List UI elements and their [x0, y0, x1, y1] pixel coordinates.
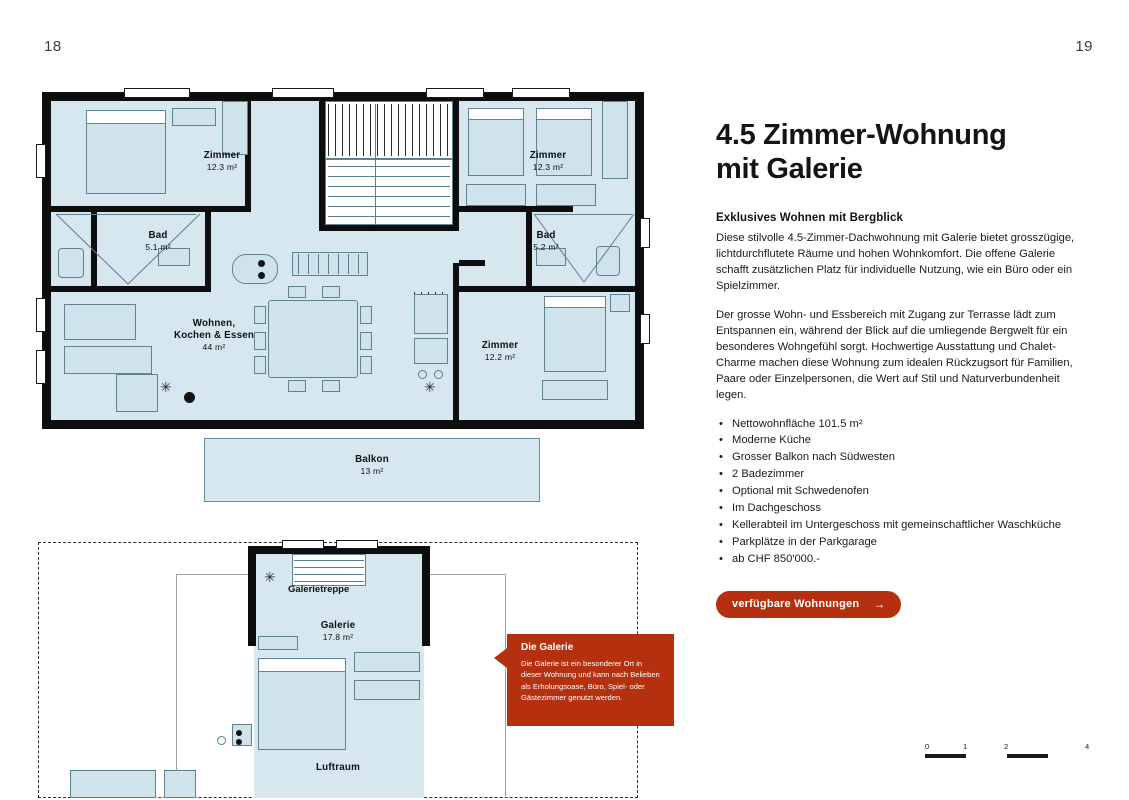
list-item: • Kellerabteil im Untergeschoss mit gemeinschaftlicher Waschküche [716, 518, 1082, 534]
scale-segment-white-2 [1048, 754, 1089, 758]
stair-step-6 [328, 216, 450, 217]
list-item: • Im Dachgeschoss [716, 501, 1082, 517]
window-top-4 [512, 88, 570, 98]
side-table [232, 724, 252, 746]
side-ring [217, 736, 226, 745]
stair-step-5 [328, 206, 450, 207]
kitchen-counter [292, 252, 368, 276]
label-luftraum: Luftraum [315, 762, 361, 773]
window-top-2 [272, 88, 334, 98]
scale-bar-line [925, 754, 1089, 758]
chair-5 [360, 332, 372, 350]
chair-7 [288, 286, 306, 298]
label-living: Wohnen, Kochen & Essen 44 m² [173, 318, 255, 353]
chair-4 [360, 306, 372, 324]
stair-rail [375, 104, 376, 225]
title-line-1: 4.5 Zimmer-Wohnung [716, 119, 1007, 151]
list-item: • Nettowohnfläche 101.5 m² [716, 417, 1082, 433]
interior-wall-13 [459, 260, 485, 266]
bed-3-pillow [536, 108, 592, 120]
list-item: • 2 Badezimmer [716, 467, 1082, 483]
arrow-right-icon: → [873, 596, 886, 611]
label-zimmer-3: Zimmer 12.2 m² [481, 340, 519, 363]
kitchen-dot-2 [258, 272, 265, 279]
stair-hatch [328, 104, 450, 156]
nightstand-1 [172, 108, 216, 126]
label-bad-1: Bad 5.1 m² [145, 230, 171, 253]
scale-tick-1: 1 [963, 742, 968, 751]
kitchen-div-6 [348, 254, 349, 274]
hob-ring-2 [434, 370, 443, 379]
appliance-1 [414, 294, 448, 334]
list-item: • ab CHF 850'000.- [716, 552, 1082, 568]
scale-tick-2: 2 [1004, 742, 1009, 751]
stove-dot [184, 392, 195, 403]
chair-6 [360, 356, 372, 374]
stair-step-3 [328, 186, 450, 187]
text-column [716, 118, 1082, 618]
sofa-lower-1 [70, 770, 156, 798]
sofa-2 [64, 346, 152, 374]
appliance-2 [414, 338, 448, 364]
kitchen-sink [232, 254, 278, 284]
window-lower-1 [282, 540, 324, 549]
window-left-3 [36, 350, 46, 384]
sofa-1 [64, 304, 136, 340]
paragraph-1: Diese stilvolle 4.5-Zimmer-Dachwohnung mit Galerie bietet grosszügige, lichtdurchflutete Räume und hohen Wohnkomfort. Die offene Galerie schafft zusätzlichen Platz für individuelle Nutzung, wie ein Büro oder ein Spielzimmer. [716, 232, 1075, 293]
scale-bar [925, 742, 1089, 764]
plant-icon-1: ✳ [160, 379, 172, 395]
galerie-step-3 [294, 574, 364, 575]
kitchen-hatch [414, 292, 448, 294]
side-dot-1 [236, 730, 242, 736]
hob-ring-1 [418, 370, 427, 379]
available-apartments-button[interactable] [716, 591, 901, 618]
side-dot-2 [236, 739, 242, 745]
feature-list [716, 417, 1082, 568]
galerie-wall-left [248, 546, 256, 646]
sofa-lower-2 [164, 770, 196, 798]
greyline-1 [176, 574, 177, 798]
label-zimmer-2: Zimmer 12.3 m² [529, 150, 567, 173]
chair-8 [322, 286, 340, 298]
page-title [716, 118, 1082, 186]
window-lower-2 [336, 540, 378, 549]
nightstand-2 [610, 294, 630, 312]
dresser-4 [542, 380, 608, 400]
label-zimmer-1: Zimmer 12.3 m² [203, 150, 241, 173]
stair-step-4 [328, 196, 450, 197]
bed-1-pillow [86, 110, 166, 124]
galerie-step-4 [294, 581, 364, 582]
chair-9 [288, 380, 306, 392]
greyline-3 [505, 574, 506, 798]
bed-2-pillow [468, 108, 524, 120]
dresser-2 [466, 184, 526, 206]
galerie-callout [507, 634, 674, 726]
galerie-step-2 [294, 567, 364, 568]
cta-label: verfügbare Wohnungen [732, 597, 860, 610]
label-galerie: Galerie 17.8 m² [320, 620, 356, 643]
bed-4-pillow [544, 296, 606, 308]
kitchen-div-5 [338, 254, 339, 274]
shelf-2 [354, 652, 420, 672]
chair-10 [322, 380, 340, 392]
wardrobe-1 [222, 101, 248, 155]
kitchen-div-4 [328, 254, 329, 274]
interior-wall-11 [459, 286, 635, 292]
scale-tick-0: 0 [925, 742, 930, 751]
floorplan-upper [36, 88, 661, 498]
armchair [116, 374, 158, 412]
kitchen-div-3 [318, 254, 319, 274]
chair-3 [254, 356, 266, 374]
scale-segment-white-1 [966, 754, 1007, 758]
list-item: • Parkplätze in der Parkgarage [716, 535, 1082, 551]
window-top-3 [426, 88, 484, 98]
scale-tick-4: 4 [1085, 742, 1090, 751]
list-item: • Optional mit Schwedenofen [716, 484, 1082, 500]
plant-icon-3: ✳ [264, 569, 276, 585]
wall-bottom [42, 420, 644, 429]
interior-wall-7 [319, 225, 459, 231]
list-item: • Grosser Balkon nach Südwesten [716, 450, 1082, 466]
interior-wall-4 [51, 286, 211, 292]
kitchen-div-2 [308, 254, 309, 274]
stair-step-2 [328, 176, 450, 177]
page-number-left: 18 [44, 38, 62, 55]
galerie-step-1 [294, 560, 364, 561]
window-top-1 [124, 88, 190, 98]
window-left-2 [36, 298, 46, 332]
kitchen-div-1 [298, 254, 299, 274]
dresser-3 [536, 184, 596, 206]
plant-icon-2: ✳ [424, 379, 436, 395]
title-line-2: mit Galerie [716, 153, 863, 186]
window-left-1 [36, 144, 46, 178]
callout-heading: Die Galerie [521, 642, 574, 653]
window-right-1 [640, 218, 650, 248]
galerie-wall-right [422, 546, 430, 646]
list-item: • Moderne Küche [716, 433, 1082, 449]
callout-body: Die Galerie ist ein besonderer Ort in dieser Wohnung und kann nach Belieben als Erholungsoase, Büro, Spiel- oder Gästezimmer genutzt werden. [521, 659, 660, 703]
paragraph-2: Der grosse Wohn- und Essbereich mit Zugang zur Terrasse lädt zum Entspannen ein, während der Blick auf die umliegende Bergwelt für ein besonderes Wohngefühl sorgt. Hochwertige Ausstattung und Chalet-Charme machen diese Wohnung zum idealen Rückzugsort für Familien, Paare oder Einzelpersonen, die Wert auf Stil und Naturverbundenheit legen. [716, 309, 1073, 401]
label-balkon: Balkon 13 m² [355, 454, 389, 477]
label-galerietreppe: Galerietreppe [288, 584, 350, 595]
stair-step-1 [328, 166, 450, 167]
window-right-2 [640, 314, 650, 344]
bed-galerie-pillow [258, 658, 346, 672]
page-number-right: 19 [1075, 38, 1093, 55]
label-bad-2: Bad 5.2 m² [533, 230, 559, 253]
kitchen-div-7 [358, 254, 359, 274]
kitchen-dot-1 [258, 260, 265, 267]
shelf-3 [354, 680, 420, 700]
section-subtitle: Exklusives Wohnen mit Bergblick [716, 212, 903, 225]
